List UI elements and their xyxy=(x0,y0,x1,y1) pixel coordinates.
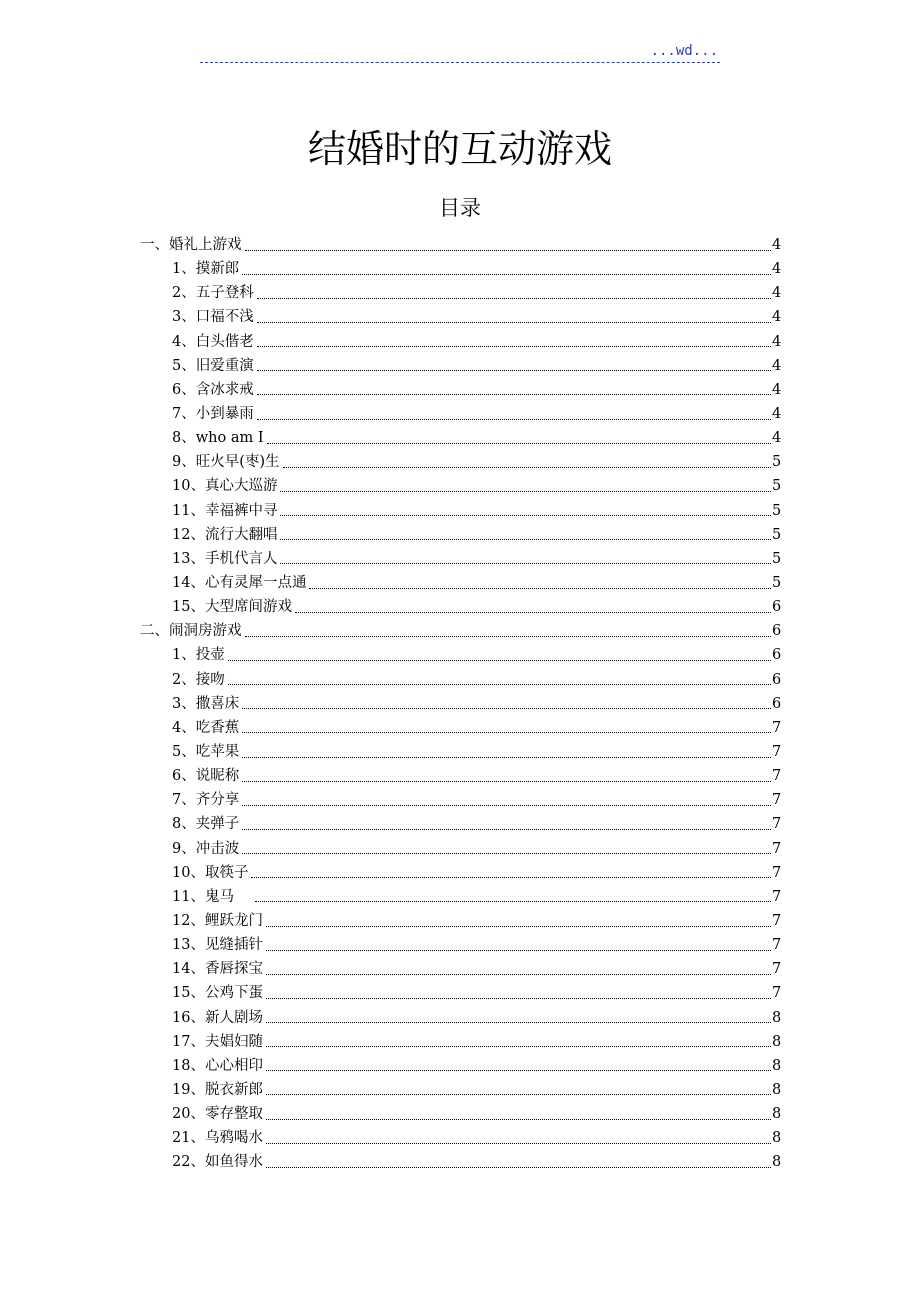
toc-entry-label: 19、脱衣新郎 xyxy=(172,1081,263,1098)
toc-page-number: 5 xyxy=(772,526,782,543)
dot-leader xyxy=(257,297,771,299)
toc-entry-label: 5、吃苹果 xyxy=(172,744,240,761)
toc-page-number: 4 xyxy=(772,406,782,423)
toc-page-number: 7 xyxy=(772,816,782,833)
toc-entry-label: 21、乌鸦喝水 xyxy=(172,1130,263,1147)
toc-entry-label: 15、大型席间游戏 xyxy=(172,599,292,616)
toc-page-number: 4 xyxy=(772,333,782,350)
toc-entry-label: 3、口福不浅 xyxy=(172,309,254,326)
toc-page-number: 8 xyxy=(772,1057,782,1074)
toc-entry[interactable] xyxy=(0,716,920,740)
dot-leader xyxy=(255,900,771,902)
toc-entry[interactable] xyxy=(0,1126,920,1150)
toc-page-number: 7 xyxy=(772,985,782,1002)
toc-entry[interactable] xyxy=(0,523,920,547)
dot-leader xyxy=(257,393,771,395)
dot-leader xyxy=(266,1118,771,1120)
toc-page-number: 4 xyxy=(772,309,782,326)
dot-leader xyxy=(280,514,771,516)
toc-entry[interactable] xyxy=(0,1150,920,1174)
dot-leader xyxy=(283,466,771,468)
toc-page-number: 4 xyxy=(772,430,782,447)
toc-entry-label: 9、冲击波 xyxy=(172,840,240,857)
toc-page-number: 7 xyxy=(772,961,782,978)
dot-leader xyxy=(266,1142,771,1144)
toc-entry[interactable] xyxy=(0,1006,920,1030)
toc-entry[interactable] xyxy=(0,933,920,957)
toc-entry[interactable] xyxy=(0,330,920,354)
toc-entry-label: 18、心心相印 xyxy=(172,1057,263,1074)
toc-page-number: 8 xyxy=(772,1033,782,1050)
dot-leader xyxy=(242,731,771,733)
dot-leader xyxy=(242,780,771,782)
toc-entry[interactable] xyxy=(0,499,920,523)
toc-entry[interactable] xyxy=(0,595,920,619)
toc-entry-label: 2、接吻 xyxy=(172,671,225,688)
toc-entry[interactable] xyxy=(0,764,920,788)
toc-entry[interactable] xyxy=(0,354,920,378)
dot-leader xyxy=(242,273,771,275)
toc-page-number: 7 xyxy=(772,768,782,785)
toc-page-number: 4 xyxy=(772,261,782,278)
dot-leader xyxy=(280,538,771,540)
header-text: ...wd... xyxy=(650,43,718,59)
toc-section-entry[interactable] xyxy=(0,619,920,643)
toc-entry[interactable] xyxy=(0,837,920,861)
dot-leader xyxy=(242,804,771,806)
dot-leader xyxy=(267,442,771,444)
page-header xyxy=(200,42,720,63)
toc-entry-label: 8、夹弹子 xyxy=(172,816,240,833)
toc-heading: 目录 xyxy=(439,196,481,220)
toc-page-number: 6 xyxy=(772,647,782,664)
toc-entry-label: 20、零存整取 xyxy=(172,1106,263,1123)
toc-entry-label: 二、闹洞房游戏 xyxy=(140,623,242,640)
dot-leader xyxy=(257,418,771,420)
toc-page-number: 7 xyxy=(772,937,782,954)
toc-page-number: 5 xyxy=(772,575,782,592)
toc-entry[interactable] xyxy=(0,281,920,305)
toc-entry[interactable] xyxy=(0,1030,920,1054)
dot-leader xyxy=(266,1021,771,1023)
toc-entry[interactable] xyxy=(0,909,920,933)
toc-entry[interactable] xyxy=(0,305,920,329)
toc-entry-label: 8、who am I xyxy=(172,430,264,447)
toc-entry-label: 11、幸福裤中寻 xyxy=(172,502,278,519)
dot-leader xyxy=(266,949,771,951)
toc-entry-label: 11、鬼马 xyxy=(172,888,253,905)
toc-entry-label: 17、夫娼妇随 xyxy=(172,1033,263,1050)
dot-leader xyxy=(280,562,771,564)
toc-entry-label: 7、齐分享 xyxy=(172,792,240,809)
toc-page-number: 7 xyxy=(772,719,782,736)
toc-entry-label: 6、说昵称 xyxy=(172,768,240,785)
dot-leader xyxy=(251,876,771,878)
dot-leader xyxy=(257,321,771,323)
toc-entry-label: 12、流行大翻唱 xyxy=(172,526,278,543)
toc-entry-label: 10、取筷子 xyxy=(172,864,249,881)
dot-leader xyxy=(266,925,771,927)
toc-entry-label: 1、摸新郎 xyxy=(172,261,240,278)
toc-page-number: 7 xyxy=(772,840,782,857)
toc-page-number: 8 xyxy=(772,1154,782,1171)
toc-entry[interactable] xyxy=(0,257,920,281)
toc-entry-label: 14、香唇探宝 xyxy=(172,961,263,978)
toc-entry-label: 9、旺火早(枣)生 xyxy=(172,454,280,471)
dot-leader xyxy=(266,1166,771,1168)
toc-entry[interactable] xyxy=(0,450,920,474)
toc-entry-label: 16、新人剧场 xyxy=(172,1009,263,1026)
dot-leader xyxy=(257,369,771,371)
toc-entry[interactable] xyxy=(0,474,920,498)
toc-entry-label: 2、五子登科 xyxy=(172,285,254,302)
toc-entry[interactable] xyxy=(0,668,920,692)
toc-entry-label: 3、撒喜床 xyxy=(172,695,240,712)
toc-entry[interactable] xyxy=(0,547,920,571)
toc-entry-label: 10、真心大巡游 xyxy=(172,478,278,495)
toc-entry[interactable] xyxy=(0,1078,920,1102)
dot-leader xyxy=(280,490,771,492)
toc-entry[interactable] xyxy=(0,957,920,981)
dot-leader xyxy=(266,1093,771,1095)
dot-leader xyxy=(242,852,771,854)
dot-leader xyxy=(228,683,771,685)
toc-page-number: 8 xyxy=(772,1009,782,1026)
toc-entry-label: 13、手机代言人 xyxy=(172,550,278,567)
toc-entry-label: 6、含冰求戒 xyxy=(172,381,254,398)
toc-entry[interactable] xyxy=(0,402,920,426)
toc-entry[interactable] xyxy=(0,981,920,1005)
toc-page-number: 5 xyxy=(772,478,782,495)
toc-page-number: 4 xyxy=(772,237,782,254)
dot-leader xyxy=(266,997,771,999)
toc-page-number: 4 xyxy=(772,381,782,398)
dot-leader xyxy=(266,1069,771,1071)
toc-page-number: 8 xyxy=(772,1130,782,1147)
toc-entry-label: 22、如鱼得水 xyxy=(172,1154,263,1171)
dot-leader xyxy=(245,635,772,637)
toc-entry[interactable] xyxy=(0,1102,920,1126)
toc-entry[interactable] xyxy=(0,812,920,836)
toc-entry-label: 4、白头偕老 xyxy=(172,333,254,350)
toc-entry[interactable] xyxy=(0,643,920,667)
toc-entry-label: 13、见缝插针 xyxy=(172,937,263,954)
toc-page-number: 5 xyxy=(772,550,782,567)
toc-entry[interactable] xyxy=(0,692,920,716)
document-title: 结婚时的互动游戏 xyxy=(307,127,612,171)
toc-page-number: 4 xyxy=(772,357,782,374)
toc-page-number: 7 xyxy=(772,792,782,809)
toc-entry-label: 4、吃香蕉 xyxy=(172,719,240,736)
toc-page-number: 6 xyxy=(772,695,782,712)
dot-leader xyxy=(242,828,771,830)
dot-leader xyxy=(309,587,771,589)
toc-entry-label: 14、心有灵犀一点通 xyxy=(172,575,307,592)
toc-page-number: 7 xyxy=(772,864,782,881)
dot-leader xyxy=(257,345,771,347)
dot-leader xyxy=(245,249,772,251)
toc-entry[interactable] xyxy=(0,1054,920,1078)
toc-page-number: 6 xyxy=(772,671,782,688)
toc-page-number: 7 xyxy=(772,888,782,905)
toc-entry[interactable] xyxy=(0,426,920,450)
toc-page-number: 4 xyxy=(772,285,782,302)
toc-page-number: 7 xyxy=(772,744,782,761)
dot-leader xyxy=(242,756,771,758)
toc-page-number: 7 xyxy=(772,913,782,929)
toc-entry-label: 一、婚礼上游戏 xyxy=(140,237,242,254)
toc-page-number: 5 xyxy=(772,502,782,519)
toc-page-number: 6 xyxy=(772,599,782,616)
toc-entry[interactable] xyxy=(0,885,920,909)
toc-page-number: 8 xyxy=(772,1081,782,1098)
toc-section-entry[interactable] xyxy=(0,233,920,257)
dot-leader xyxy=(228,659,771,661)
toc-entry[interactable] xyxy=(0,378,920,402)
toc-entry[interactable] xyxy=(0,571,920,595)
toc-page-number: 5 xyxy=(772,454,782,471)
toc-entry-label: 5、旧爱重演 xyxy=(172,357,254,374)
dot-leader xyxy=(266,973,771,975)
toc-entry-label: 12、鲤跃龙门 xyxy=(172,913,263,929)
toc-entry[interactable] xyxy=(0,740,920,764)
table-of-contents xyxy=(0,233,920,1174)
toc-page-number: 8 xyxy=(772,1106,782,1123)
dot-leader xyxy=(295,611,771,613)
toc-entry[interactable] xyxy=(0,788,920,812)
toc-entry[interactable] xyxy=(0,861,920,885)
dot-leader xyxy=(242,707,771,709)
toc-page-number: 6 xyxy=(772,623,782,640)
toc-entry-label: 7、小到暴雨 xyxy=(172,406,254,423)
toc-entry-label: 15、公鸡下蛋 xyxy=(172,985,263,1002)
dot-leader xyxy=(266,1045,771,1047)
toc-entry-label: 1、投壶 xyxy=(172,647,225,664)
